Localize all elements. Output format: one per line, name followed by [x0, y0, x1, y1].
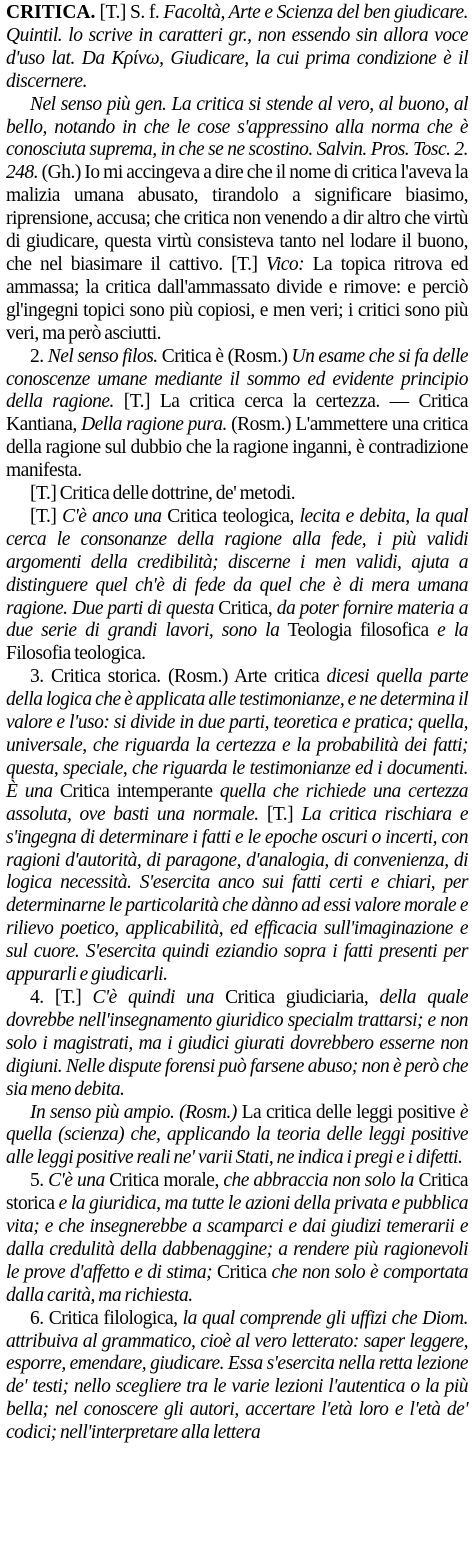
sense-text: Critica morale,: [109, 1170, 219, 1192]
sense-text: La critica si stende al vero, al buono, al bello, notando in che le cose s'appressino alla norma che è conosciuta suprema, in che se ne scostino.: [6, 93, 469, 161]
sense-text: Critica è (Rosm.): [161, 345, 288, 367]
tag-label: [T.]: [54, 986, 82, 1008]
sense-text-italic: è quella (scienza) che, applicando la teoria delle leggi positive alle leggi positive reali ne' varii Stati, ne indica i pregi e i difetti.: [6, 1101, 468, 1169]
sense-text-italic: che non solo è comportata dalla carità, ma richiesta.: [6, 1261, 468, 1306]
headword: CRITICA.: [6, 2, 96, 23]
tag-label: [T.]: [30, 505, 57, 527]
citation: Salvin. Pros. Tosc. 2. 248.: [6, 139, 468, 184]
sense-label: Nel senso filos.: [47, 345, 158, 367]
sense-text-italic: lecita e debita, la qual cerca le consonanze della ragione alla fede, i più validi argomenti della credibilità; discerne i men validi, ajuta a distinguere quel ch'è di fede da quel che è di mera umana ragione. Due parti di questa: [6, 505, 468, 619]
sense-number: 2.: [30, 345, 44, 367]
definition-text: Facoltà, Arte e Scienza del ben giudicare. Quintil. lo scrive in caratteri gr., non essendo sin allora voce d'uso lat. Da Κρίνω, Giudicare, la cui prima condizione è il discernere.: [6, 2, 468, 92]
sense-text-italic: C'è quindi una: [92, 986, 214, 1008]
sense-text-italic: e la giuridica, ma tutte le azioni della privata e pubblica vita; e che insegnerebbe a scamparci e dai giudizi temerarii e dalla credulità della dabbenaggine; a rendere più ragionevoli le prove d'affetto e di stima;: [6, 1193, 468, 1283]
sense-label: Nel senso più gen.: [30, 93, 167, 115]
sense-text-italic: quella che richiede una certezza assoluta, ove basti una normale.: [6, 780, 468, 825]
sense-4-broad: [6, 1102, 468, 1171]
sense-text: Critica: [217, 1261, 267, 1283]
author-name: Vico:: [265, 253, 305, 275]
tag-label: [T.]: [266, 803, 294, 825]
sense-text: Critica filologica,: [48, 1307, 178, 1329]
sense-text: Critica teologica,: [167, 505, 294, 527]
sense-text: Critica,: [218, 597, 273, 619]
sense-text: [T.] Critica delle dottrine, de' metodi.: [30, 483, 296, 505]
sense-number: 4.: [30, 986, 44, 1008]
quote-text: La topica ritrova ed ammassa; la critica dall'ammassato divide e rimove: e perciò gl'ingegni topici sono più copiosi, e men veri; i critici sono più veri, ma però asciutti.: [6, 253, 468, 344]
tag-label: [T.]: [231, 253, 258, 275]
sense-text-italic: Della ragione pura.: [81, 414, 227, 436]
sense-2-doctrines: [6, 483, 468, 506]
sense-text: Critica giudiciaria,: [225, 986, 369, 1008]
sense-text-italic: che abbraccia non solo la: [223, 1170, 414, 1192]
sense-text: Critica intemperante: [59, 780, 213, 802]
entry-intro: [6, 2, 468, 94]
sense-text: La critica delle leggi positive: [241, 1101, 456, 1123]
sense-text-italic: dicesi quella parte della logica che è applicata alle testimonianze, e ne determina il valore e l'uso: si divide in due parti, teoretica e pratica; quella, universale, che riguarda la certezza e la probabilità dei fatti; questa, speciale, che riguarda le testimonianze ed i documenti. È una: [6, 666, 469, 802]
sense-general: [6, 94, 468, 346]
dictionary-column: [6, 2, 468, 1445]
sense-label: In senso più ampio. (Rosm.): [30, 1101, 237, 1123]
sense-text-italic: C'è una: [48, 1170, 105, 1192]
sense-2-theology: [6, 506, 468, 666]
sense-3: [6, 666, 468, 987]
sense-text-italic: La critica rischiara e s'ingegna di determinare i fatti e le epoche oscuri o incerti, con ragioni d'autorità, di paragone, d'analogia, di convenienza, di logica necessità. S'esercita anco sui fatti certi e chiari, per determinarne le particolarità che dànno ad essi valore morale e rilievo poetico, applicabilità, ed efficacia sull'imaginazione e sul cuore. S'esercita quindi eziandio sopra i fatti presenti per appurarli e giudicarli.: [6, 803, 469, 986]
sense-text: Filosofia teologica.: [6, 643, 146, 665]
sense-text-italic: C'è anco una: [62, 505, 162, 527]
grammar-tag: [T.] S. f.: [99, 2, 160, 23]
sense-number: 3.: [30, 666, 44, 688]
sense-5: [6, 1170, 468, 1307]
sense-4: [6, 987, 468, 1102]
sense-text: (Rosm.) L'ammettere una critica della ragione sul dubbio che la ragione inganni, è contradizione manifesta.: [6, 414, 468, 482]
sense-text: [T.] La critica cerca la certezza. — Critica Kantiana,: [6, 391, 469, 436]
sense-2: [6, 346, 468, 483]
sense-text-italic: da poter fornire materia a due serie di grandi lavori, sono la: [6, 597, 468, 642]
sense-text-italic: della quale dovrebbe nell'insegnamento giuridico specialm: [6, 986, 469, 1031]
sense-number: 5.: [30, 1170, 44, 1192]
sense-text-italic: la qual comprende gli uffizi che Diom. attribuiva al grammatico, cioè al vero letterato: saper leggere, esporre, emendare, giudicare. Essa s'esercita nella retta lezione de' testi; nello scegliere tra le varie lezioni l'autentica o la più bella; nel conoscere gli autori, accertare l'età loro e l'età de' codici; nell'interpretare alla lettera: [6, 1307, 469, 1444]
sense-text-italic: e la: [437, 620, 468, 642]
sense-text-italic: Un esame che si fa delle conoscenze umane mediante il sommo ed evidente principio della ragione.: [6, 345, 469, 413]
sense-6: [6, 1308, 468, 1445]
sense-number: 6.: [30, 1307, 44, 1329]
sense-text: Critica storica. (Rosm.) Arte critica: [50, 666, 320, 688]
quote-text: (Gh.) Io mi accingeva a dire che il nome di critica l'aveva la malizia umana abusato, tirandolo a significare biasimo, riprensione, accusa; che critica non venendo a dir altro che virtù di giudicare, questa virtù consisteva tanto nel lodare il buono, che nel biasimare il cattivo.: [6, 162, 468, 275]
sense-text: Teologia filosofica: [287, 620, 429, 642]
sense-text-italic: trattarsi; e non solo i magistrati, ma i giudici giurati dovrebbero esserne non digiuni. Nelle dispute forensi può farsene abuso; non è però che sia meno debita.: [6, 1009, 468, 1100]
sense-text: Critica storica: [6, 1170, 469, 1215]
